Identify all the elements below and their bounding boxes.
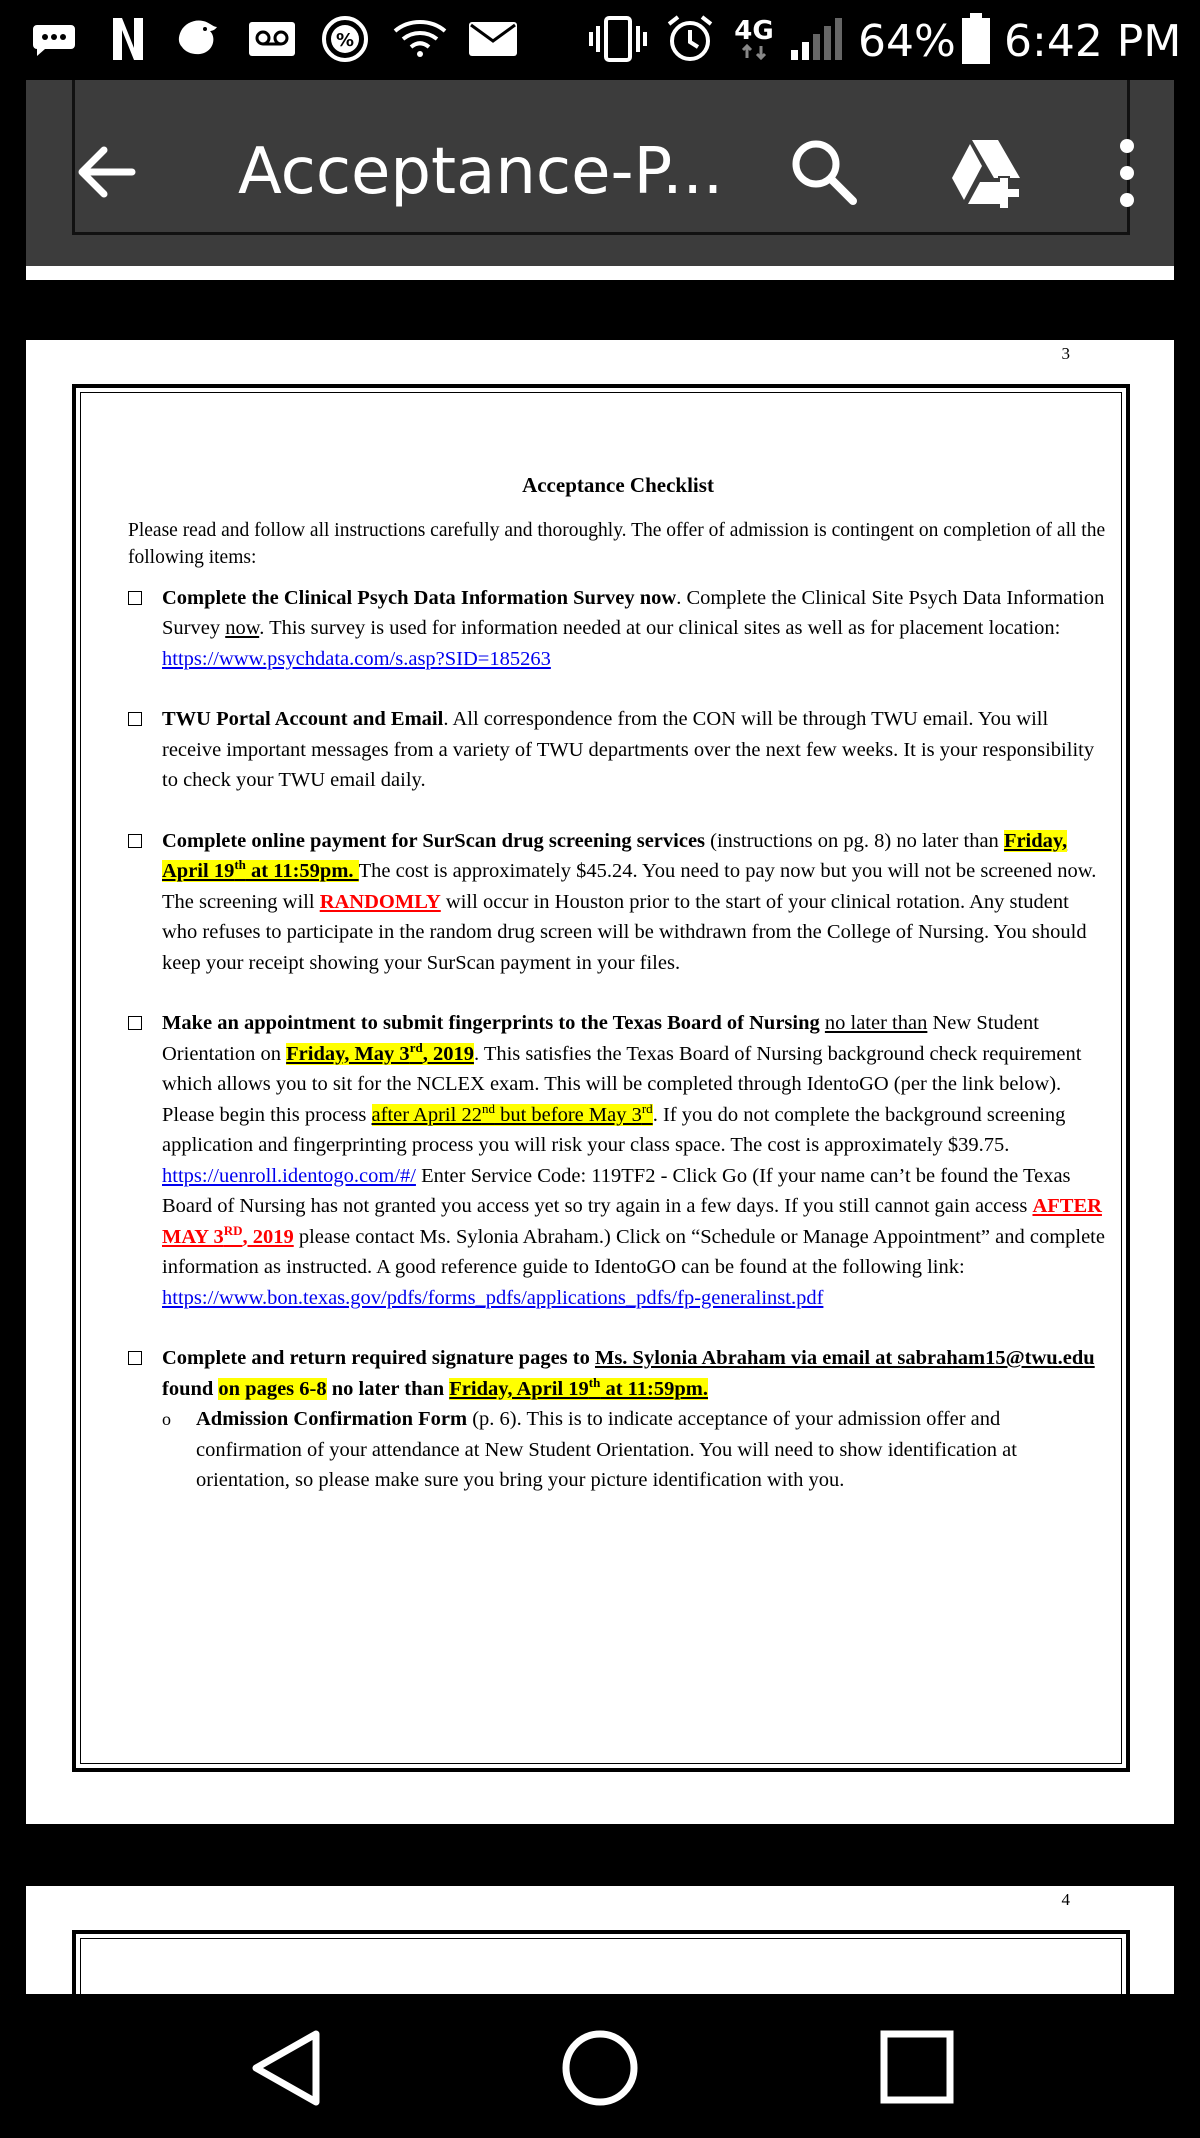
recents-square-icon[interactable] xyxy=(868,2018,968,2118)
clock: 6:42 PM xyxy=(1004,16,1182,67)
wifi-icon xyxy=(390,16,450,62)
battery-icon xyxy=(958,16,994,62)
checkbox-icon xyxy=(128,1351,142,1365)
checkbox-icon xyxy=(128,1016,142,1030)
vibrate-icon xyxy=(588,16,648,62)
svg-text:%: % xyxy=(335,30,355,51)
signal-icon xyxy=(788,16,844,62)
system-nav-bar xyxy=(0,1994,1200,2134)
intro-paragraph: Please read and follow all instructions carefully and thoroughly. The offer of admission is contingent on completion of all the following items: xyxy=(128,519,1106,568)
checkbox-icon xyxy=(128,712,142,726)
battery-percent: 64% xyxy=(858,16,956,67)
home-circle-icon[interactable] xyxy=(550,2018,650,2118)
status-bar xyxy=(0,0,1200,80)
checklist-item-psych-survey: Complete the Clinical Psych Data Information Survey now. Complete the Clinical Site Psych Data Information Survey now. This survey is used for information needed at our clinical sites as well as for placement location: https://www.psychdata.com/s.asp?SID=185263 xyxy=(128,583,1108,675)
back-arrow-icon[interactable] xyxy=(64,130,148,214)
email-icon xyxy=(466,16,520,62)
identogo-link[interactable]: https://uenroll.identogo.com/#/ xyxy=(162,1164,416,1187)
drive-add-icon[interactable] xyxy=(948,134,1024,210)
checkbox-icon xyxy=(128,834,142,848)
search-icon[interactable] xyxy=(788,136,862,210)
back-triangle-icon[interactable] xyxy=(236,2018,336,2118)
percent-badge-icon xyxy=(320,16,370,62)
bon-texas-link[interactable]: https://www.bon.texas.gov/pdfs/forms_pdfs/applications_pdfs/fp-generalinst.pdf xyxy=(162,1286,824,1309)
document-body xyxy=(128,470,1108,1496)
checklist-item-twu-portal: TWU Portal Account and Email. All correspondence from the CON will be through TWU email. You will receive important messages from a variety of TWU departments over the next few weeks. It is your responsibility to check your TWU email daily. xyxy=(128,704,1108,796)
checklist-title: Acceptance Checklist xyxy=(522,473,714,497)
psychdata-link[interactable]: https://www.psychdata.com/s.asp?SID=185263 xyxy=(162,647,551,670)
alarm-icon xyxy=(664,16,716,62)
document-title: Acceptance-P... xyxy=(238,135,724,209)
app-toolbar xyxy=(26,80,1174,266)
checklist-item-signature-pages: Complete and return required signature pages to Ms. Sylonia Abraham via email at sabraham15@twu.edu found on pages 6-8 no later than Friday, April 19th at 11:59pm. xyxy=(128,1343,1108,1404)
4g-lte-icon: 4G xyxy=(728,16,780,62)
bird-icon xyxy=(172,16,228,62)
overflow-menu-icon[interactable] xyxy=(1112,136,1142,210)
netflix-icon xyxy=(108,16,148,62)
checkbox-icon xyxy=(128,591,142,605)
toolbar-underline xyxy=(26,266,1174,280)
document-page-4[interactable] xyxy=(26,1886,1174,2006)
sub-item-admission-form: o Admission Confirmation Form (p. 6). This is to indicate acceptance of your admission offer and confirmation of your attendance at New Student Orientation. You will need to show identification at orientation, so please make sure you bring your picture identification with you. xyxy=(128,1404,1108,1496)
voicemail-icon xyxy=(248,16,296,62)
bullet: o xyxy=(162,1409,171,1429)
page-number: 4 xyxy=(1061,1890,1070,1909)
document-page-3[interactable] xyxy=(26,340,1174,1824)
checklist-item-fingerprints: Make an appointment to submit fingerprints to the Texas Board of Nursing no later than New Student Orientation on Friday, May 3rd, 2019. This satisfies the Texas Board of Nursing background check requirement which allows you to sit for the NCLEX exam. This will be completed through IdentoGO (per the link below). Please begin this process after April 22nd but before May 3rd. If you do not complete the background screening application and fingerprinting process you will risk your class space. The cost is approximately $39.75. https://uenroll.identogo.com/#/ Enter Service Code: 119TF2 - Click Go (If your name can’t be found the Texas Board of Nursing has not granted you access yet so try again in a few days. If you still cannot gain access AFTER MAY 3RD, 2019 please contact Ms. Sylonia Abraham.) Click on “Schedule or Manage Appointment” and complete information as instructed. A good reference guide to IdentoGO can be found at the following link: https://www.bon.texas.gov/pdfs/forms_pdfs/applications_pdfs/fp-generalinst.pdf xyxy=(128,1008,1108,1313)
checklist-item-surscan: Complete online payment for SurScan drug screening services (instructions on pg. 8) no later than Friday, April 19th at 11:59pm. The cost is approximately $45.24. You need to pay now but you will not be screened now. The screening will RANDOMLY will occur in Houston prior to the start of your clinical rotation. Any student who refuses to participate in the random drug screen will be withdrawn from the College of Nursing. You should keep your receipt showing your SurScan payment in your files. xyxy=(128,826,1108,979)
chat-bubble-icon xyxy=(30,16,78,62)
page-number: 3 xyxy=(1061,344,1070,363)
